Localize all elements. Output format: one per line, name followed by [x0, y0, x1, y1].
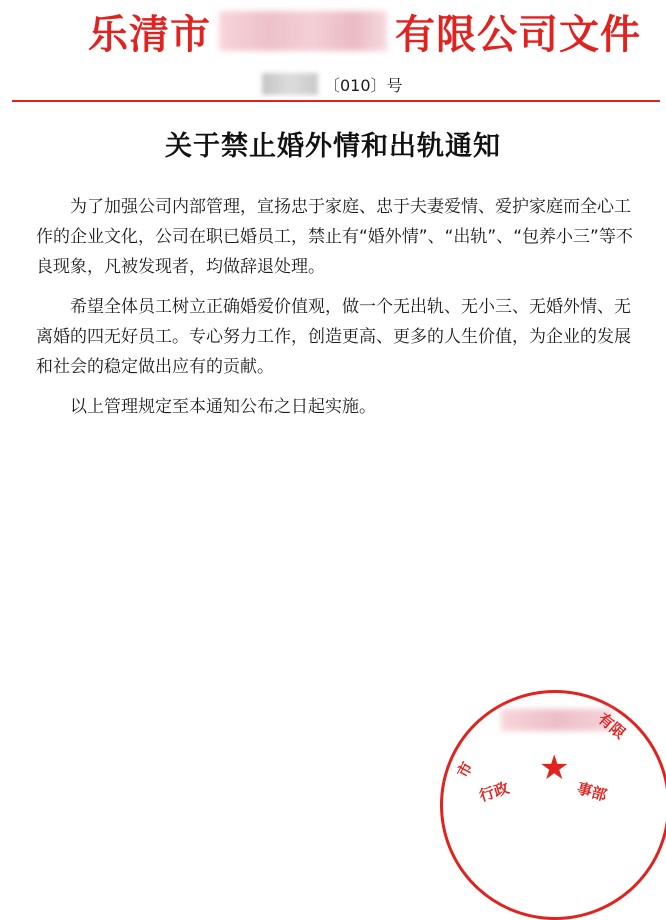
- seal-text-top-right: 有限: [594, 709, 629, 743]
- redacted-seal-name: [501, 709, 611, 731]
- redacted-doc-prefix: [262, 73, 318, 95]
- seal-text-left: 行政: [477, 778, 512, 806]
- notice-title: 关于禁止婚外情和出轨通知: [165, 131, 501, 162]
- redacted-company-name: [219, 11, 387, 51]
- document-number-text: 〔010〕号: [324, 75, 403, 95]
- company-name-suffix: 有限公司文件: [395, 10, 641, 58]
- document-header: [88, 4, 641, 58]
- body-paragraph: 希望全体员工树立正确婚爱价值观，做一个无出轨、无小三、无婚外情、无离婚的四无好员工。专心努力工作，创造更高、更多的人生价值，为企业的发展和社会的稳定做出应有的贡献。: [36, 297, 631, 377]
- body-paragraph: 为了加强公司内部管理，宣扬忠于家庭、忠于夫妻爱情、爱护家庭而全心工作的企业文化，公司在职已婚员工，禁止有“婚外情”、“出轨”、“包养小三”等不良现象，凡被发现者，均做辞退处理。: [36, 197, 633, 277]
- company-seal: [440, 690, 666, 920]
- seal-text-right: 事部: [574, 779, 609, 805]
- body-paragraph: 以上管理规定至本通知公布之日起实施。: [70, 397, 376, 417]
- seal-text-top: 市: [453, 758, 477, 781]
- company-name-prefix: 乐清市: [88, 10, 211, 58]
- header-divider: [12, 100, 660, 102]
- notice-body: [36, 192, 636, 432]
- document-number: [262, 70, 403, 98]
- seal-star-icon: ★: [539, 748, 570, 788]
